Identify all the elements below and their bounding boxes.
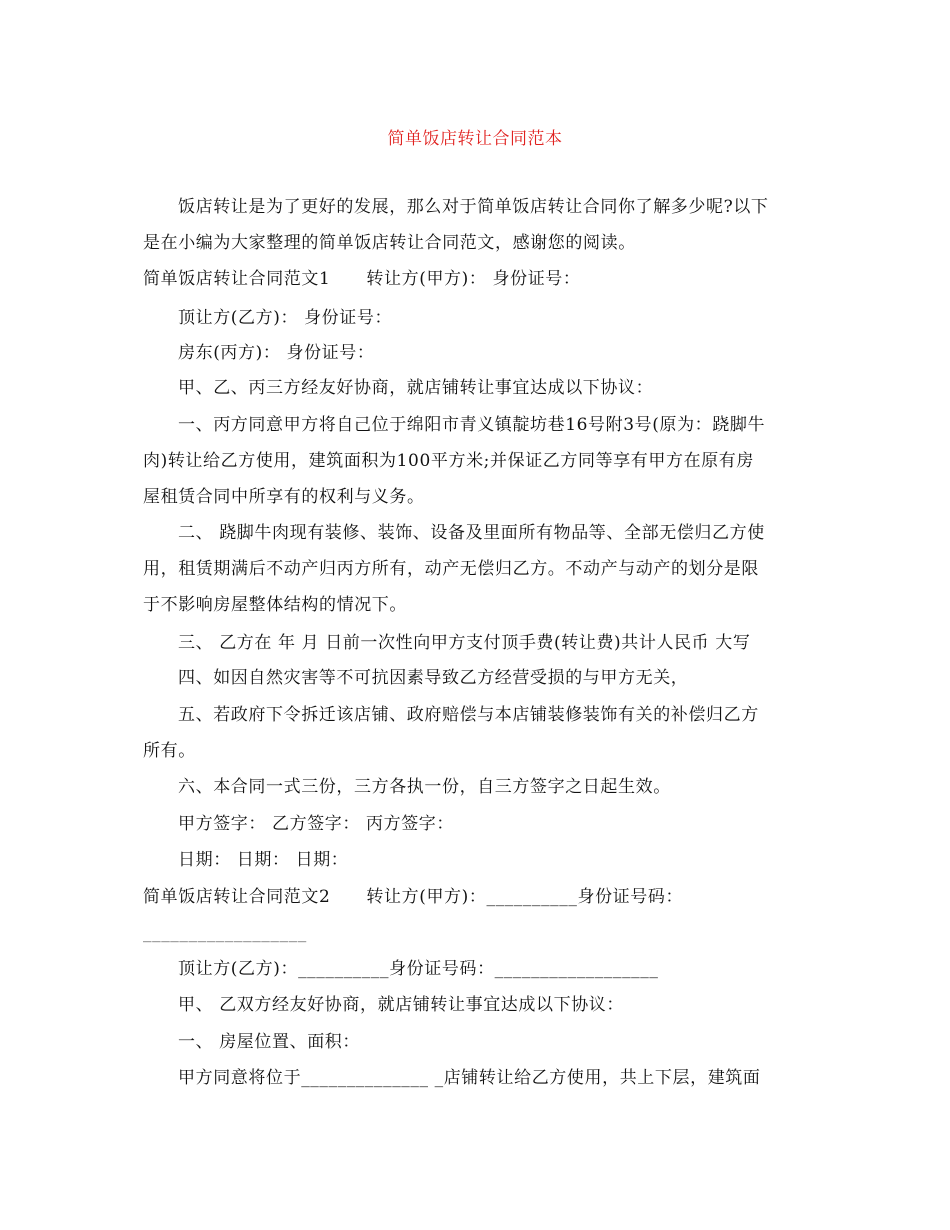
document-title: 简单饭店转让合同范本: [387, 129, 563, 149]
clause-4-line: 四、如因自然灾害等不可抗因素导致乙方经营受损的与甲方无关，: [178, 668, 689, 688]
section-1-transferor: 转让方(甲方)： 身份证号：: [366, 269, 581, 289]
clause-1-line: 一、丙方同意甲方将自己位于绵阳市青义镇靛坊巷16号附3号(原为：跷脚牛: [178, 415, 766, 435]
clause-3-line: 三、 乙方在 年 月 日前一次性向甲方支付顶手费(转让费)共计人民币 大写: [178, 633, 751, 653]
section-1-line: [143, 268, 581, 290]
paragraph-line: 一、 房屋位置、面积：: [178, 1032, 361, 1052]
paragraph-line: 甲、 乙双方经友好协商，就店铺转让事宜达成以下协议：: [178, 995, 625, 1015]
clause-1-line: 肉)转让给乙方使用，建筑面积为100平方米;并保证乙方同等享有甲方在原有房: [143, 451, 755, 471]
clause-5-line: 五、若政府下令拆迁该店铺、政府赔偿与本店铺装修装饰有关的补偿归乙方: [178, 705, 759, 725]
section-1-heading: 简单饭店转让合同范文1: [143, 269, 331, 289]
blank-underline: __________________: [143, 923, 307, 943]
clause-1-line: 屋租赁合同中所享有的权利与义务。: [143, 487, 425, 507]
paragraph-line: 房东(丙方)： 身份证号：: [178, 343, 375, 363]
section-2-transferor: 转让方(甲方)：__________身份证号码：: [366, 887, 684, 907]
paragraph-line: 甲方同意将位于______________ _店铺转让给乙方使用，共上下层，建筑面: [178, 1068, 761, 1088]
paragraph-line: 顶让方(乙方)： 身份证号：: [178, 308, 393, 328]
paragraph-line: 饭店转让是为了更好的发展，那么对于简单饭店转让合同你了解多少呢?以下: [178, 197, 769, 217]
paragraph-line: 顶让方(乙方)：__________身份证号码：__________________: [178, 959, 659, 979]
clause-5-line: 所有。: [143, 741, 196, 761]
clause-6-line: 六、本合同一式三份，三方各执一份，自三方签字之日起生效。: [178, 777, 671, 797]
clause-2-line: 用，租赁期满后不动产归丙方所有，动产无偿归乙方。不动产与动产的划分是限: [143, 559, 759, 579]
paragraph-line: 是在小编为大家整理的简单饭店转让合同范文，感谢您的阅读。: [143, 233, 636, 253]
date-line: 日期： 日期： 日期：: [178, 850, 349, 870]
section-2-line: [143, 886, 683, 908]
clause-2-line: 于不影响房屋整体结构的情况下。: [143, 595, 407, 615]
paragraph-line: 甲、乙、丙三方经友好协商，就店铺转让事宜达成以下协议：: [178, 378, 654, 398]
signature-line: 甲方签字： 乙方签字： 丙方签字：: [178, 814, 455, 834]
section-2-heading: 简单饭店转让合同范文2: [143, 887, 331, 907]
clause-2-line: 二、 跷脚牛肉现有装修、装饰、设备及里面所有物品等、全部无偿归乙方使: [178, 523, 765, 543]
